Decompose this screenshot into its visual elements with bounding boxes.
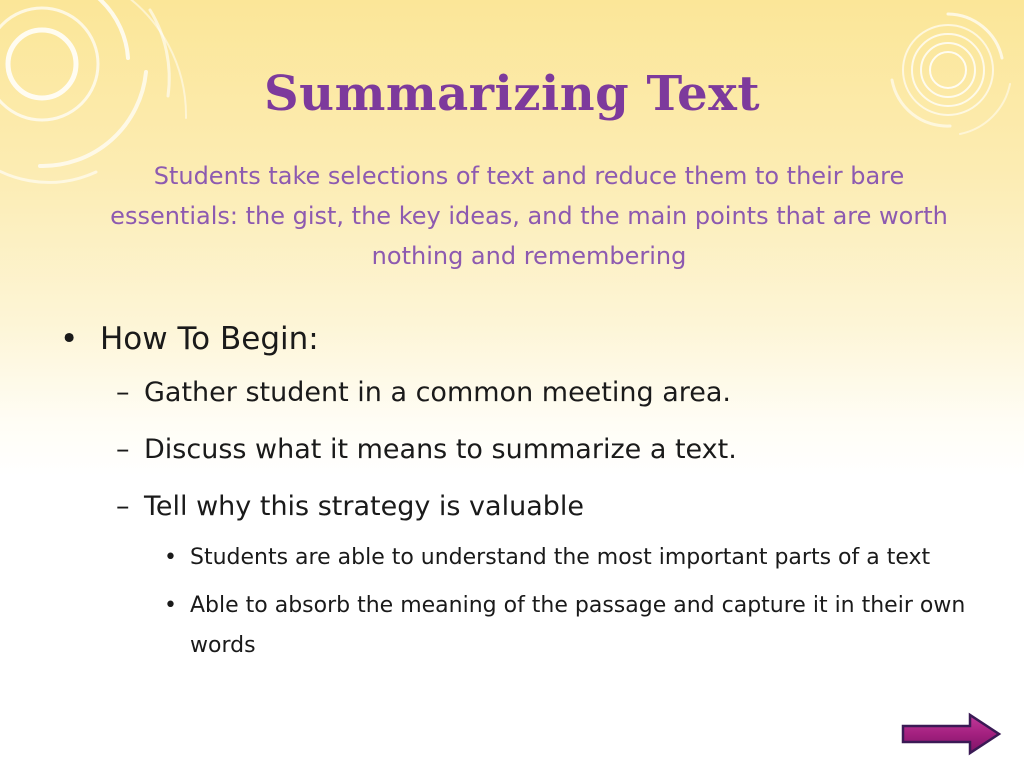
dash-marker: – [116, 377, 130, 408]
bullet-point-how-to-begin [60, 316, 970, 362]
bullet-list [60, 316, 970, 674]
bullet-marker: • [164, 593, 177, 618]
dash-marker: – [116, 491, 130, 522]
dash-marker: – [116, 434, 130, 465]
sub-bullet-text: Tell why this strategy is valuable [144, 491, 584, 522]
sub-bullet-step [60, 486, 970, 528]
nested-bullet-text: Able to absorb the meaning of the passage and capture it in their own words [190, 593, 966, 658]
sub-bullet-text: Gather student in a common meeting area. [144, 377, 731, 408]
nested-bullet-reason [60, 538, 970, 578]
nested-bullet-text: Students are able to understand the most important parts of a text [190, 545, 931, 570]
right-arrow-icon[interactable] [900, 712, 1002, 756]
nested-bullet-reason [60, 586, 970, 666]
bullet-marker: • [164, 545, 177, 570]
sub-bullet-text: Discuss what it means to summarize a text. [144, 434, 737, 465]
sub-bullet-step [60, 372, 970, 414]
slide-subtitle: Students take selections of text and reduce them to their bare essentials: the gist, the key ideas, and the main points that are worth nothing and remembering [110, 162, 948, 270]
bullet-text: How To Begin: [100, 321, 319, 357]
bullet-marker: • [60, 321, 79, 357]
sub-bullet-step [60, 429, 970, 471]
slide-title: Summarizing Text [264, 66, 760, 122]
